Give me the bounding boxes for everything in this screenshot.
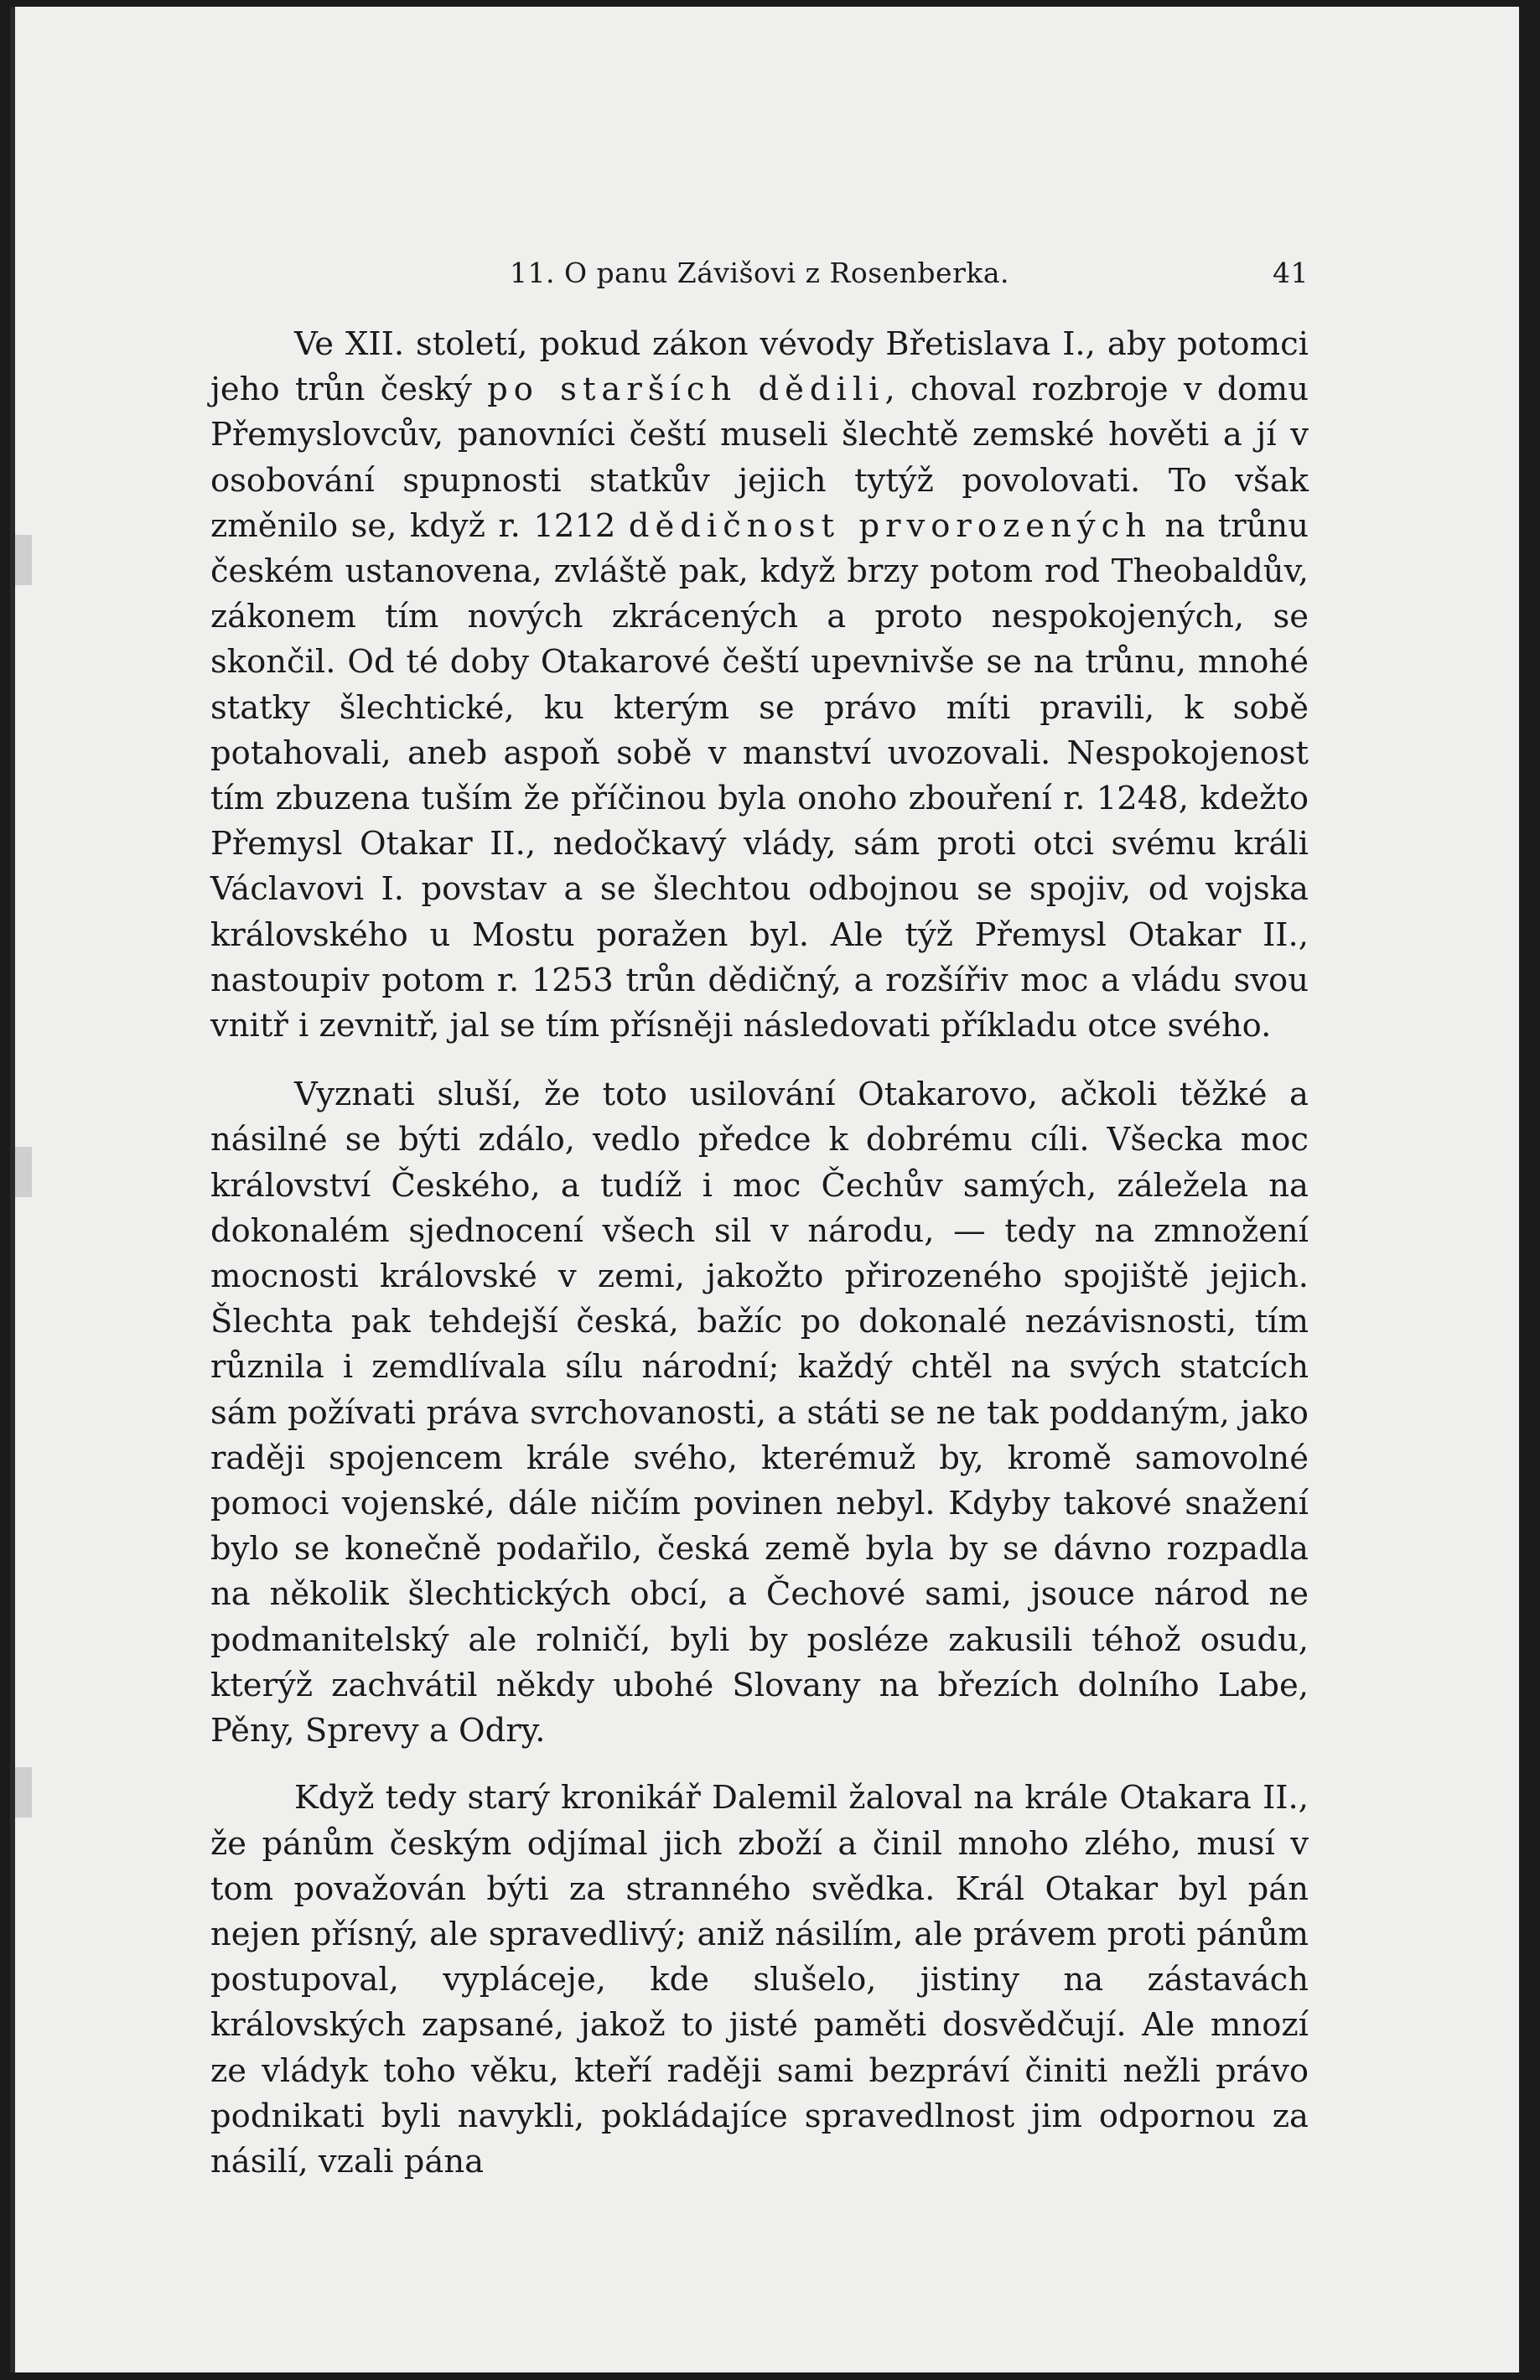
- paragraph-3: Když tedy starý kronikář Dalemil žaloval na krále Otakara II., že pánům českým odjímal jich zboží a činil mnoho zlého, musí v tom považován býti za stranného svědka. Král Otakar byl pán nejen přísný, ale spravedlivý; aniž násilím, ale právem proti pánům postupoval, vypláceje, kde slušelo, jistiny na zástavách královských zapsané, jakož to jisté paměti dosvědčují. Ale mnozí ze vládyk toho věku, kteří raději sami bezpráví činiti nežli právo podnikati byli navykli, pokládajíce spravedlnost jim odpornou za násilí, vzali pána: [210, 1779, 1309, 2180]
- page-content: [210, 257, 1309, 2185]
- scan-edge-mark: [15, 1147, 32, 1197]
- paragraph-1-text-c: na trůnu českém ustanovena, zvláště pak, když brzy potom rod Theobaldův, zákonem tím nových zkrácených a proto nespokojených, se skončil. Od té doby Otakarové čeští upevnivše se na trůnu, mnohé statky šlechtické, ku kterým se právo míti pravili, k sobě potahovali, aneb aspoň sobě v manství uvozovali. Nespokojenost tím zbuzena tuším že příčinou byla onoho zbouření r. 1248, kdežto Přemysl Otakar II., nedočkavý vlády, sám proti otci svému králi Václavovi I. povstav a se šlechtou odbojnou se spojiv, od vojska královského u Mostu poražen byl. Ale týž Přemysl Otakar II., nastoupiv potom r. 1253 trůn dědičný, a rozšířiv moc a vládu svou vnitř i zevnitř, jal se tím přísněji následovati příkladu otce svého.: [210, 506, 1309, 1045]
- paragraph-1-text-a: Ve XII. století, pokud zákon vévody Břetislava I., aby potomci jeho trůn český: [210, 325, 1309, 409]
- paragraph-1-emphasis-b: dědičnost prvorozených: [628, 506, 1152, 545]
- page-number: 41: [1273, 257, 1309, 289]
- running-head: [210, 257, 1309, 293]
- paragraph-1-text-b: , choval rozbroje v domu Přemyslovcův, panovníci čeští museli šlechtě zemské hověti a jí v osobování spupnosti statkův jejich tytýž povolovati. To však změnilo se, když r. 1212: [210, 371, 1309, 545]
- chapter-title: 11. O panu Závišovi z Rosenberka.: [510, 257, 1009, 289]
- scan-edge-mark: [15, 1767, 32, 1817]
- book-page: [10, 7, 1519, 2372]
- scan-edge-mark: [15, 535, 32, 585]
- paragraph-1-emphasis-a: po starších dědili: [487, 371, 885, 409]
- paragraph-1: [210, 322, 1309, 1049]
- paragraph-2: Vyznati sluší, že toto usilování Otakarovo, ačkoli těžké a násilné se býti zdálo, vedlo předce k dobrému cíli. Všecka moc království Českého, a tudíž i moc Čechův samých, záležela na dokonalém sjednocení všech sil v národu, — tedy na zmnožení mocnosti královské v zemi, jakožto přirozeného spojiště jejich. Šlechta pak tehdejší česká, bažíc po dokonalé nezávisnosti, tím různila i zemdlívala sílu národní; každý chtěl na svých statcích sám požívati práva svrchovanosti, a státi se ne tak poddaným, jako raději spojencem krále svého, kterémuž by, kromě samovolné pomoci vojenské, dále ničím povinen nebyl. Kdyby takové snažení bylo se konečně podařilo, česká země byla by se dávno rozpadla na několik šlechtických obcí, a Čechové sami, jsouce národ ne podmanitelský ale rolničí, byli by posléze zakusili téhož osudu, kterýž zachvátil někdy ubohé Slovany na březích dolního Labe, Pěny, Sprevy a Odry.: [210, 1076, 1309, 1750]
